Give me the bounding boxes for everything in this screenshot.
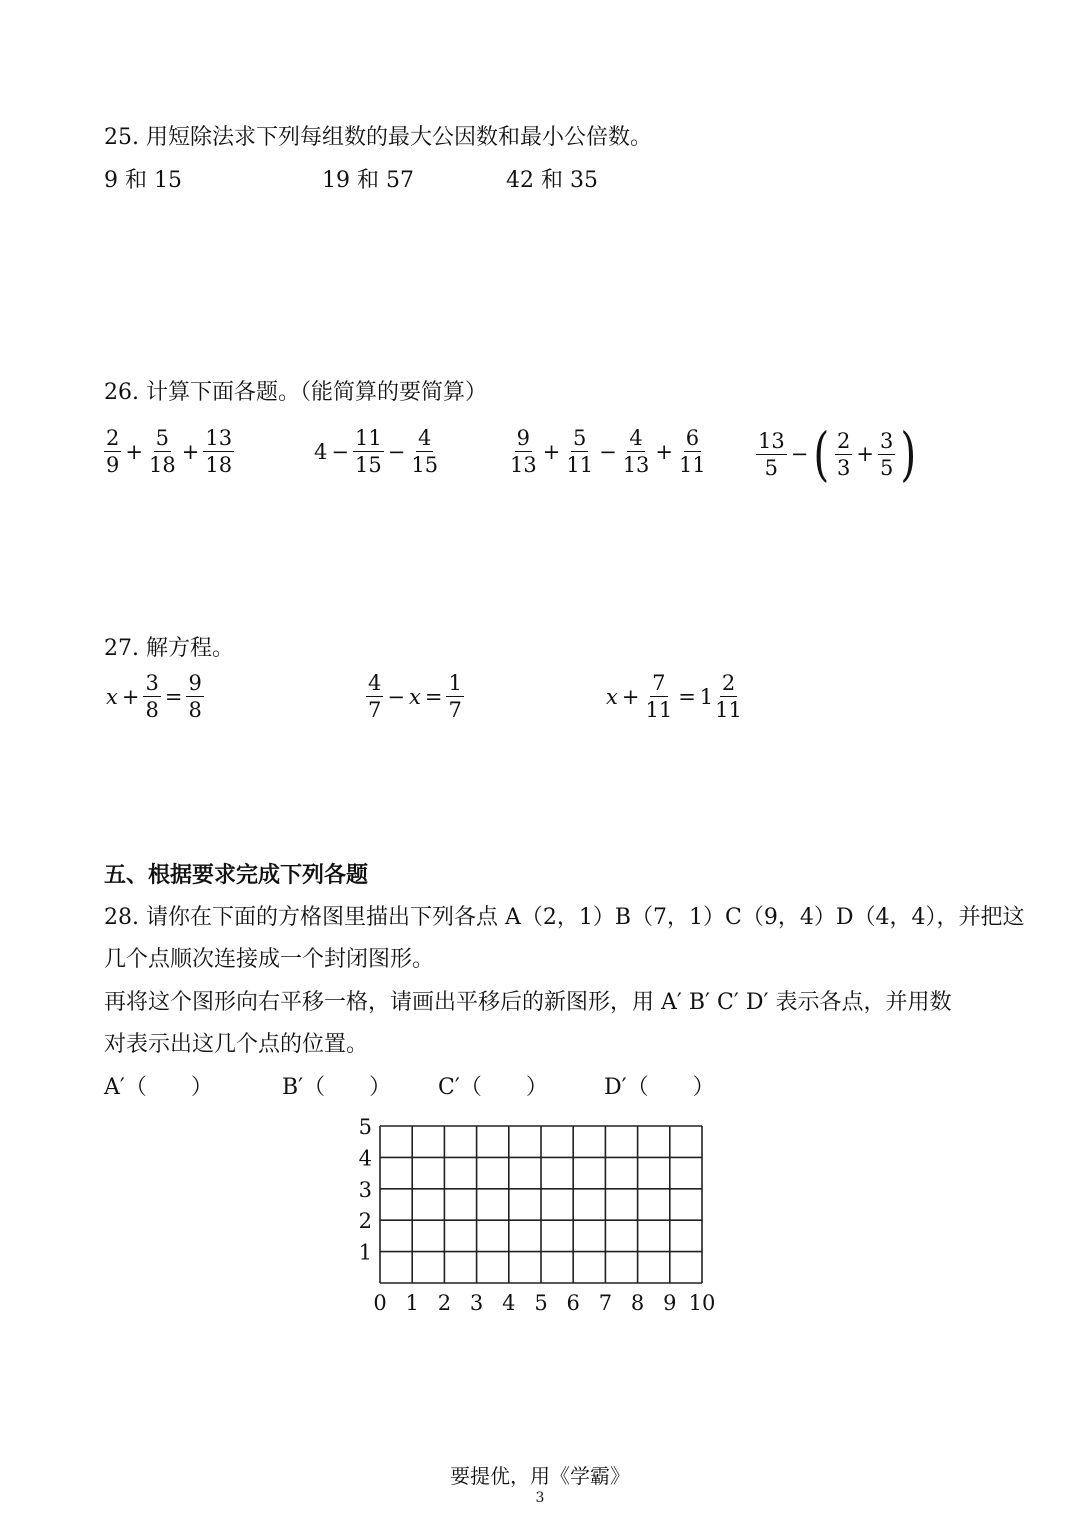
answer-d-prime: D′（ ） <box>604 1075 715 1100</box>
q25-pair-1: 9 和 15 <box>104 168 182 193</box>
q25-pair-2: 19 和 57 <box>322 168 414 193</box>
fraction: $\frac{2}{11}$ <box>715 671 742 722</box>
x-axis-tick-label: 3 <box>469 1291 484 1315</box>
y-axis-tick-label: 1 <box>358 1240 372 1265</box>
q28-line-1: 28. 请你在下面的方格图里描出下列各点 A（2，1）B（7，1）C（9，4）D（4，4），并把这 <box>104 905 1025 930</box>
fraction: $\frac{2}{3}$ <box>836 428 851 480</box>
q28-line-2: 几个点顺次连接成一个封闭图形。 <box>104 947 435 972</box>
y-axis-tick-label: 5 <box>358 1115 372 1139</box>
coordinate-grid <box>340 1110 740 1330</box>
x-axis-tick-label: 9 <box>663 1291 677 1315</box>
fraction: $\frac{6}{11}$ <box>679 426 706 477</box>
answer-b-prime: B′（ ） <box>282 1075 392 1100</box>
x-axis-tick-label: 10 <box>688 1291 716 1315</box>
section-heading: 五、根据要求完成下列各题 <box>104 863 369 888</box>
footer-slogan: 要提优，用《学霸》 <box>450 1464 630 1488</box>
x-axis-tick-label: 8 <box>630 1291 645 1315</box>
q27-eq-1: x + $\frac{3}{8}$ = $\frac{9}{8}$ <box>106 671 202 722</box>
q26-expr-2: 4 − $\frac{11}{15}$ − $\frac{4}{15}$ <box>314 426 439 477</box>
x-axis-tick-label: 0 <box>373 1291 387 1315</box>
q25-pair-3: 42 和 35 <box>506 168 598 193</box>
x-axis-tick-label: 5 <box>534 1291 548 1315</box>
y-axis-tick-label: 4 <box>358 1146 372 1171</box>
q27-title: 27. 解方程。 <box>104 636 234 661</box>
fraction: $\frac{7}{11}$ <box>645 671 673 722</box>
q27-eq-2: $\frac{4}{7}$ − x = $\frac{1}{7}$ <box>368 671 462 722</box>
x-axis-tick-label: 1 <box>405 1291 419 1315</box>
x-axis-tick-label: 7 <box>598 1291 613 1315</box>
fraction: $\frac{3}{5}$ <box>879 428 894 480</box>
fraction: $\frac{3}{8}$ <box>145 671 159 722</box>
x-axis-tick-label: 4 <box>502 1291 516 1315</box>
x-axis-tick-label: 6 <box>566 1291 580 1315</box>
x-axis-tick-label: 2 <box>437 1291 452 1315</box>
fraction: $\frac{13}{18}$ <box>205 426 233 477</box>
q25-title: 25. 用短除法求下列每组数的最大公因数和最小公倍数。 <box>104 125 652 150</box>
fraction: $\frac{2}{9}$ <box>106 426 120 477</box>
answer-a-prime: A′（ ） <box>104 1075 213 1100</box>
answer-c-prime: C′（ ） <box>438 1075 548 1100</box>
q26-expr-4: $\frac{13}{5}$ − ( $\frac{2}{3}$ + $\frac{3}{5}$ ) <box>758 420 917 488</box>
q26-expr-3: $\frac{9}{13}$ + $\frac{5}{11}$ − $\frac{4}{13}$ + $\frac{6}{11}$ <box>510 426 706 477</box>
left-parenthesis: ( <box>813 420 830 488</box>
q26-expr-1: $\frac{2}{9}$ + $\frac{5}{18}$ + $\frac{13}{18}$ <box>106 426 233 477</box>
fraction: $\frac{4}{13}$ <box>622 426 650 477</box>
page-number: 3 <box>535 1490 545 1506</box>
fraction: $\frac{11}{15}$ <box>354 426 382 477</box>
right-parenthesis: ) <box>900 420 917 488</box>
fraction: $\frac{5}{18}$ <box>148 426 176 477</box>
y-axis-tick-label: 2 <box>358 1209 372 1234</box>
fraction: $\frac{5}{11}$ <box>566 426 594 477</box>
fraction: $\frac{9}{8}$ <box>188 671 202 722</box>
q27-eq-3: x + $\frac{7}{11}$ = 1 $\frac{2}{11}$ <box>606 671 742 722</box>
q28-line-4: 对表示出这几个点的位置。 <box>104 1032 369 1057</box>
fraction: $\frac{4}{7}$ <box>368 671 382 722</box>
fraction: $\frac{1}{7}$ <box>448 671 462 722</box>
fraction: $\frac{4}{15}$ <box>411 426 439 477</box>
q28-line-3: 再将这个图形向右平移一格，请画出平移后的新图形，用 A′ B′ C′ D′ 表示各点，并用数 <box>104 990 952 1015</box>
q26-title: 26. 计算下面各题。（能简算的要简算） <box>104 380 487 405</box>
fraction: $\frac{9}{13}$ <box>510 426 537 477</box>
y-axis-tick-label: 3 <box>358 1177 372 1202</box>
fraction: $\frac{13}{5}$ <box>758 428 785 480</box>
